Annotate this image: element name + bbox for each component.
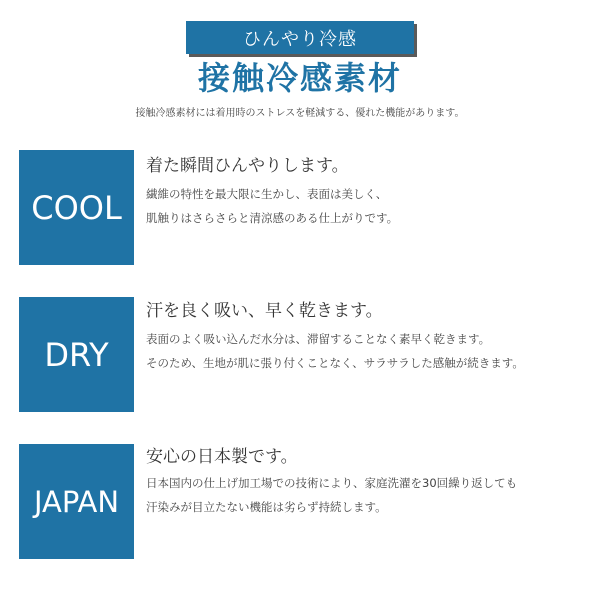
page-title: 接触冷感素材 <box>197 59 402 97</box>
feature-heading-dry: 汗を良く吸い、早く乾きます。 <box>146 301 383 321</box>
feature-desc-dry <box>146 327 524 375</box>
feature-desc-line: そのため、生地が肌に張り付くことなく、サラサラした感触が続きます。 <box>146 356 524 370</box>
intro-text: 接触冷感素材には着用時のストレスを軽減する、優れた機能があります。 <box>135 108 465 119</box>
feature-heading-japan: 安心の日本製です。 <box>146 447 298 467</box>
feature-heading-cool: 着た瞬間ひんやりします。 <box>146 156 349 176</box>
feature-box-japan <box>19 444 134 559</box>
feature-desc-line: 日本国内の仕上げ加工場での技術により、家庭洗濯を30回繰り返しても <box>146 476 518 490</box>
feature-label-cool: COOL <box>31 188 122 227</box>
feature-desc-japan <box>146 471 517 519</box>
feature-box-cool <box>19 150 134 265</box>
feature-desc-line: 汗染みが目立たない機能は劣らず持続します。 <box>146 500 387 514</box>
feature-desc-line: 表面のよく吸い込んだ水分は、滞留することなく素早く乾きます。 <box>146 332 491 346</box>
feature-desc-line: 繊維の特性を最大限に生かし、表面は美しく、 <box>146 187 388 201</box>
feature-desc-cool <box>146 182 398 230</box>
feature-desc-line: 肌触りはさらさらと清涼感のある仕上がりです。 <box>146 211 399 225</box>
header-badge-label: ひんやり冷感 <box>243 28 357 50</box>
header-badge <box>186 21 414 54</box>
feature-label-japan: JAPAN <box>33 484 120 519</box>
feature-label-dry: DRY <box>44 335 109 374</box>
feature-box-dry <box>19 297 134 412</box>
